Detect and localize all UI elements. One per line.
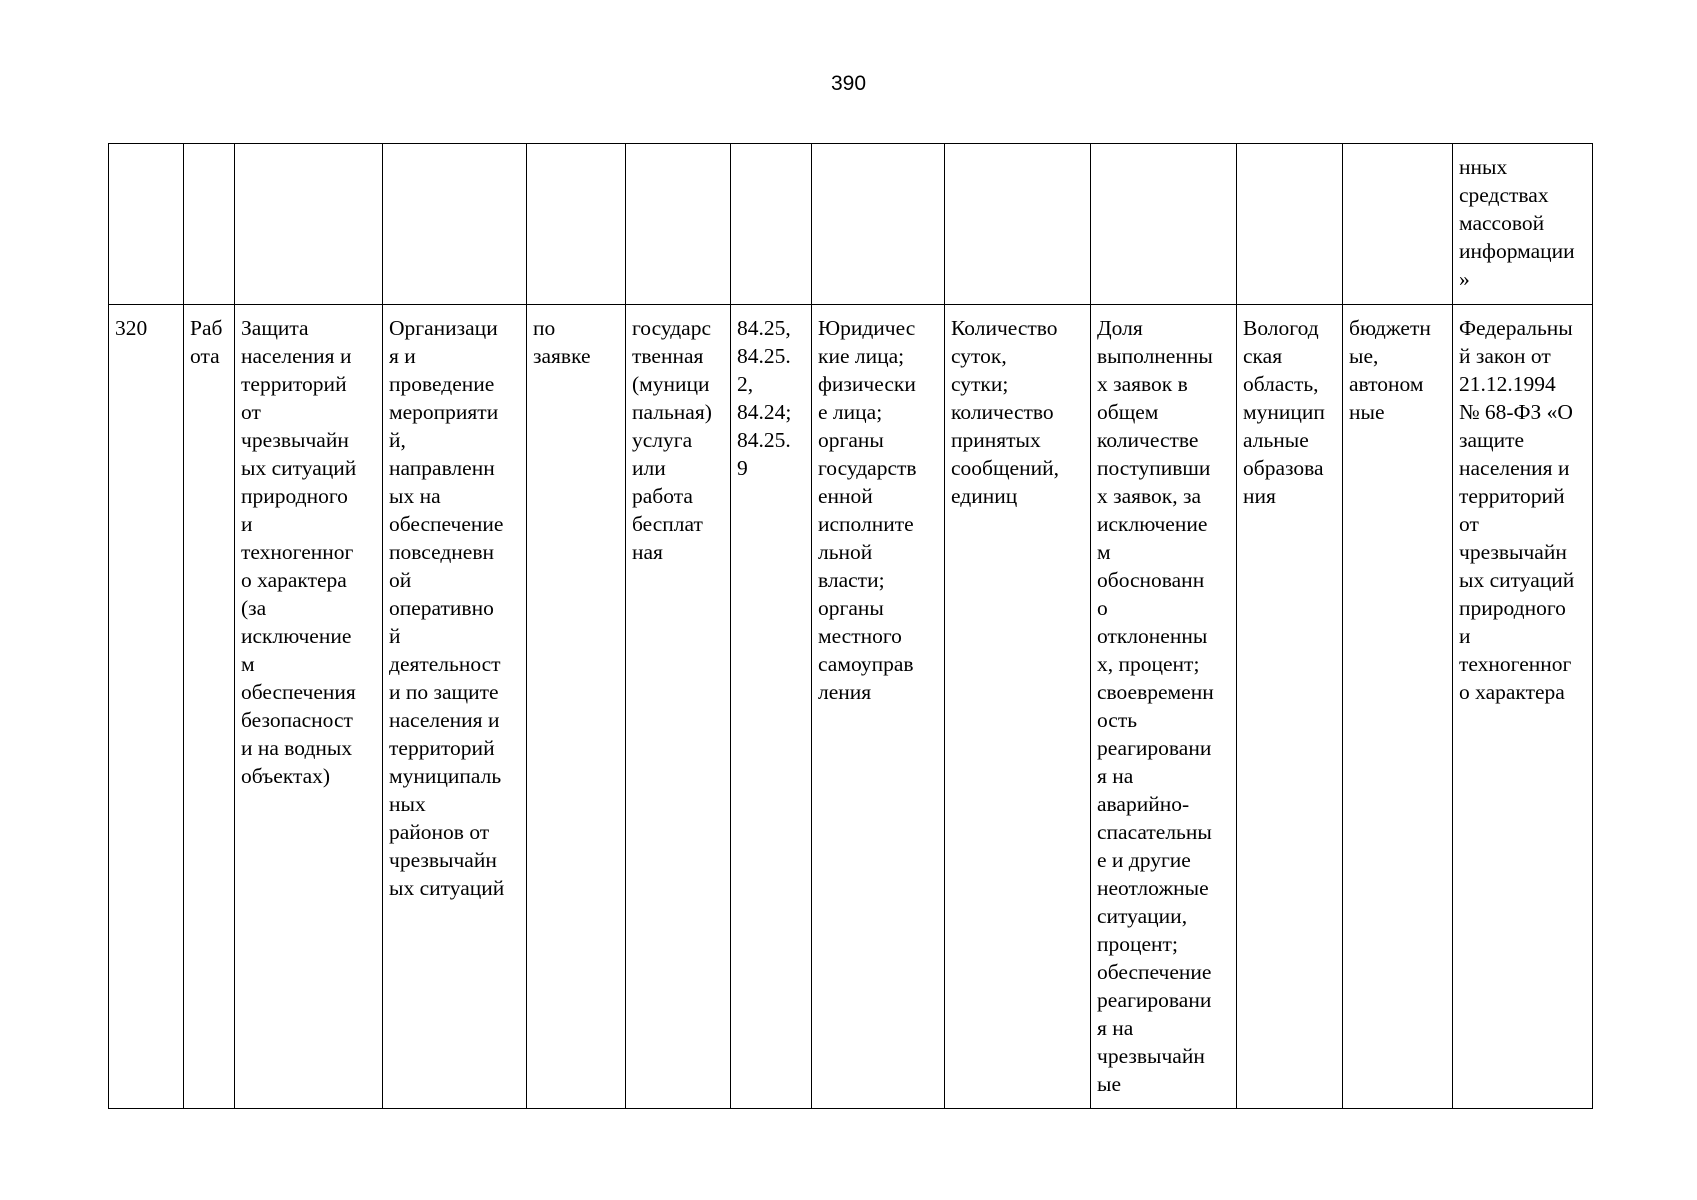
volume-indicators-cell: Количество суток, сутки; количество принятых сообщений, единиц [945, 305, 1091, 1109]
table-cell [812, 144, 945, 305]
registry-table [108, 143, 1593, 1109]
table-cell [109, 144, 184, 305]
authority-cell: Вологод ская область, муницип альные образова ния [1237, 305, 1343, 1109]
institution-type-cell: бюджетн ые, автоном ные [1343, 305, 1453, 1109]
name-cell: Защита населения и территорий от чрезвычайн ых ситуаций природного и техногенног о характера (за исключение м обеспечения безопасност и на водных объектах) [235, 305, 383, 1109]
okved-cell: 84.25, 84.25. 2, 84.24; 84.25. 9 [731, 305, 812, 1109]
table-cell [626, 144, 731, 305]
row-number-cell: 320 [109, 305, 184, 1109]
table-cell [383, 144, 527, 305]
table-cell [1091, 144, 1237, 305]
legal-basis-continuation-cell: нных средствах массовой информации » [1453, 144, 1593, 305]
consumers-cell: Юридичес кие лица; физически е лица; органы государств енной исполните льной власти; органы местного самоуправ ления [812, 305, 945, 1109]
table-cell [1237, 144, 1343, 305]
service-type-cell: государс твенная (муници пальная) услуга или работа бесплат ная [626, 305, 731, 1109]
table-row-continuation [109, 144, 1593, 305]
table-cell [731, 144, 812, 305]
table-cell [184, 144, 235, 305]
page-number: 390 [830, 72, 867, 95]
table-cell [527, 144, 626, 305]
table-cell [1343, 144, 1453, 305]
table-cell [235, 144, 383, 305]
content-cell: Организаци я и проведение мероприяти й, направленн ых на обеспечение повседневн ой оперативно й деятельност и по защите населения и территорий муниципаль ных районов от чрезвычайн ых ситуаций [383, 305, 527, 1109]
table-cell [945, 144, 1091, 305]
legal-basis-cell: Федеральны й закон от 21.12.1994 № 68-ФЗ «О защите населения и территорий от чрезвычайн ых ситуаций природного и техногенног о характера [1453, 305, 1593, 1109]
quality-indicators-cell: Доля выполненны х заявок в общем количестве поступивши х заявок, за исключение м обоснованн о отклоненны х, процент; своевременн ость реагировани я на аварийно- спасательны е и другие неотложные ситуации, процент; обеспечение реагировани я на чрезвычайн ые [1091, 305, 1237, 1109]
type-cell: Раб ота [184, 305, 235, 1109]
table-row [109, 305, 1593, 1109]
condition-cell: по заявке [527, 305, 626, 1109]
